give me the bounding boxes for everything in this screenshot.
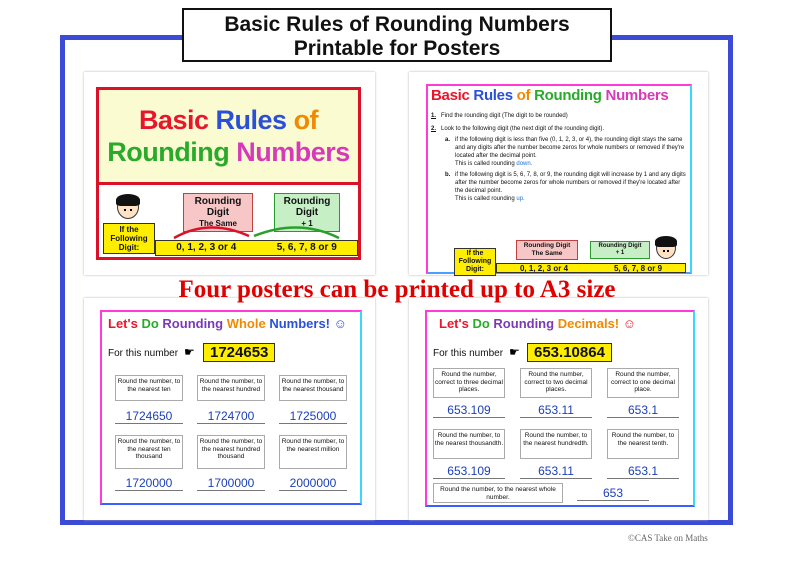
- rule-2a: [445, 136, 687, 168]
- answer-three-dp: 653.109: [433, 403, 505, 418]
- answer-nearest-hundred: 1724700: [197, 409, 265, 424]
- header-line-2: Printable for Posters: [293, 37, 501, 60]
- poster-decimals: [409, 298, 708, 520]
- answer-thousandth: 653.109: [433, 464, 505, 479]
- rd-same-box: [516, 240, 578, 260]
- rule-letter: b.: [445, 172, 451, 178]
- poster-basic-rules-detail: [409, 72, 708, 275]
- girl-face-icon: [117, 195, 139, 219]
- if-following-digit-box: If the Following Digit:: [103, 223, 155, 254]
- question-nearest-hundred-thousand: Round the number, to the nearest hundred thousand: [197, 435, 265, 469]
- answer-nearest-million: 2000000: [279, 476, 347, 491]
- question-thousandth: Round the number, to the nearest thousandth.: [433, 429, 505, 459]
- title-word: Rounding: [493, 316, 555, 331]
- rounding-digit-label: Rounding Digit: [598, 243, 642, 249]
- title-word: Do: [141, 316, 159, 331]
- poster1-word-basic: Basic: [138, 105, 209, 135]
- title-word: Let's: [439, 316, 469, 331]
- answer-two-dp: 653.11: [520, 403, 592, 418]
- poster4-title: [439, 316, 636, 331]
- poster2-word-rules: Rules: [473, 87, 513, 104]
- digits-bar: [155, 240, 358, 256]
- if-following-digit-box: If the Following Digit:: [454, 248, 496, 276]
- header-title-box: [182, 8, 612, 62]
- question-tenth: Round the number, to the nearest tenth.: [607, 429, 679, 459]
- pointing-hand-icon: ☛: [184, 345, 195, 359]
- poster1-border: [96, 87, 361, 260]
- poster1-title-area: [99, 90, 358, 182]
- question-nearest-million: Round the number, to the nearest million: [279, 435, 347, 469]
- answer-nearest-hundred-thousand: 1700000: [197, 476, 265, 491]
- plus-one-label: + 1: [615, 250, 625, 256]
- poster2-word-basic: Basic: [431, 87, 470, 104]
- title-word: Rounding: [162, 316, 224, 331]
- header-line-1: Basic Rules of Rounding Numbers: [224, 13, 570, 36]
- banner-text: Four posters can be printed up to A3 size: [178, 276, 616, 303]
- question-nearest-ten: Round the number, to the nearest ten: [115, 375, 183, 401]
- rd-plus-box: [590, 241, 650, 259]
- rule-number: 1.: [431, 113, 437, 119]
- title-word: Whole: [226, 316, 266, 331]
- question-nearest-ten-thousand: Round the number, to the nearest ten thousand: [115, 435, 183, 469]
- poster2-word-of: of: [516, 87, 531, 104]
- smiley-icon: ☺: [333, 316, 347, 331]
- poster2-border: [426, 84, 692, 274]
- rounding-digit-label: Rounding Digit: [523, 242, 571, 249]
- question-one-dp: Round the number, correct to one decimal place.: [607, 368, 679, 398]
- question-nearest-thousand: Round the number, to the nearest thousand: [279, 375, 347, 401]
- rule-2b: [445, 171, 687, 203]
- for-this-number-label: For this number: [108, 348, 179, 359]
- same-label: The Same: [531, 250, 563, 257]
- copyright-text: ©CAS Take on Maths: [628, 533, 708, 543]
- question-two-dp: Round the number, correct to two decimal places.: [520, 368, 592, 398]
- high-digits-label: 5, 6, 7, 8 or 9: [613, 264, 663, 273]
- answer-tenth: 653.1: [607, 464, 679, 479]
- rule-number: 2.: [431, 126, 437, 132]
- question-nearest-hundred: Round the number, to the nearest hundred: [197, 375, 265, 401]
- given-number: 1724653: [203, 343, 275, 362]
- rounding-digit-label: Rounding Digit: [194, 196, 242, 218]
- pointing-hand-icon: ☛: [509, 345, 520, 359]
- smiley-icon: ☺: [622, 316, 637, 331]
- title-word: Let's: [108, 316, 138, 331]
- poster1-word-numbers: Numbers: [236, 137, 350, 167]
- title-word: Decimals!: [557, 316, 620, 331]
- question-three-dp: Round the number, correct to three decimal places.: [433, 368, 505, 398]
- poster1-word-of: of: [293, 105, 319, 135]
- answer-nearest-ten: 1724650: [115, 409, 183, 424]
- rounding-down-word: down.: [516, 161, 533, 167]
- rule-2: [431, 125, 687, 133]
- title-word: Numbers!: [269, 316, 331, 331]
- poster3-title: [108, 316, 347, 331]
- poster1-word-rules: Rules: [215, 105, 287, 135]
- poster2-word-numbers: Numbers: [605, 87, 669, 104]
- rule-called: This is called rounding: [455, 161, 515, 167]
- poster1-divider: [99, 182, 358, 185]
- poster2-word-rounding: Rounding: [534, 87, 602, 104]
- poster1-title-line2: [99, 137, 358, 167]
- rule-called: This is called rounding: [455, 196, 515, 202]
- poster-whole-numbers: [84, 298, 375, 520]
- rounding-up-word: up.: [516, 196, 525, 202]
- plus-one-label: + 1: [301, 219, 313, 228]
- poster1-title-line1: [99, 105, 358, 135]
- rule-letter: a.: [445, 137, 451, 143]
- high-digits-label: 5, 6, 7, 8 or 9: [276, 242, 337, 253]
- low-digits-label: 0, 1, 2, 3 or 4: [176, 242, 237, 253]
- for-this-number-label: For this number: [433, 348, 504, 359]
- rule-text: Find the rounding digit (The digit to be rounded): [441, 113, 568, 119]
- rule-text: if the following digit is 5, 6, 7, 8, or 9, the rounding digit will increase by 1 and any digits after the number become zeros for whole numbers or removed if they're located after the decimal point.: [455, 172, 686, 194]
- title-word: Do: [472, 316, 490, 331]
- poster2-title: [431, 87, 668, 104]
- rules-text: [431, 112, 687, 203]
- rule-text: Look to the following digit (the next digit of the rounding digit).: [441, 126, 605, 132]
- question-hundredth: Round the number, to the nearest hundredth.: [520, 429, 592, 459]
- arrows-graphic: [159, 218, 349, 240]
- rule-text: if the following digit is less than five (0, 1, 2, 3, or 4), the rounding digit stays the same and any digits after the number become zeros for whole numbers or removed if they're located after the decimal point.: [455, 137, 685, 159]
- question-whole-number: Round the number, to the nearest whole number.: [433, 483, 563, 503]
- rounding-digit-label: Rounding Digit: [283, 196, 331, 218]
- poster4-border: [425, 310, 695, 507]
- answer-whole-number: 653: [577, 486, 649, 501]
- poster3-border: [100, 310, 362, 505]
- same-label: The Same: [199, 219, 237, 228]
- digits-bar: [496, 263, 686, 273]
- answer-nearest-thousand: 1725000: [279, 409, 347, 424]
- answer-hundredth: 653.11: [520, 464, 592, 479]
- given-number: 653.10864: [527, 343, 612, 362]
- low-digits-label: 0, 1, 2, 3 or 4: [519, 264, 569, 273]
- girl-face-icon: [656, 237, 676, 259]
- rule-1: [431, 112, 687, 120]
- answer-one-dp: 653.1: [607, 403, 679, 418]
- answer-nearest-ten-thousand: 1720000: [115, 476, 183, 491]
- poster1-word-rounding: Rounding: [107, 137, 230, 167]
- poster-basic-rules-cover: [84, 72, 375, 275]
